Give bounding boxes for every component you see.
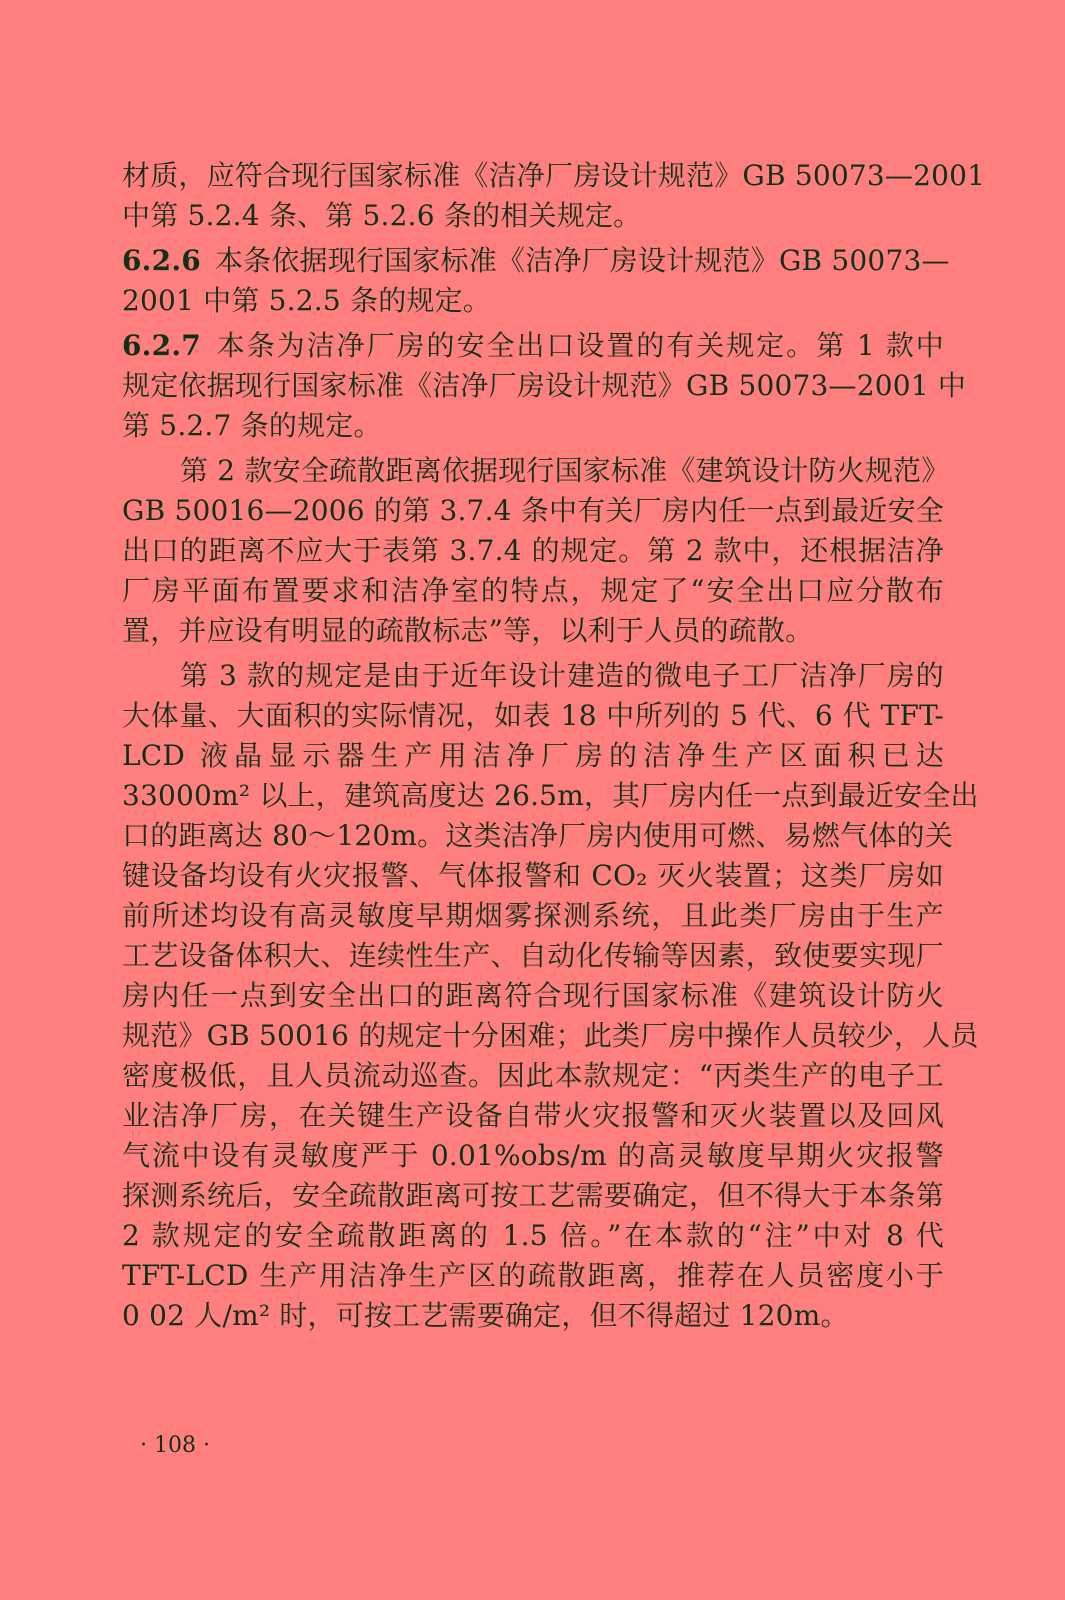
section-6-2-7-line <box>122 326 944 366</box>
text-line: 0 02 人/m² 时，可按工艺需要确定，但不得超过 120m。 <box>122 1299 849 1332</box>
text-line: 中第 5.2.4 条、第 5.2.6 条的相关规定。 <box>122 199 642 232</box>
paragraph-start-line: 第 2 款安全疏散距离依据现行国家标准《建筑设计防火规范》 <box>180 454 950 487</box>
text-line: 键设备均设有火灾报警、气体报警和 CO₂ 灭火装置；这类厂房如 <box>122 859 944 892</box>
text-line: 规范》GB 50016 的规定十分困难；此类厂房中操作人员较少，人员 <box>122 1019 979 1052</box>
text-line: 前所述均设有高灵敏度早期烟雾探测系统，且此类厂房由于生产 <box>122 899 944 932</box>
text-line: 业洁净厂房，在关键生产设备自带火灾报警和灭火装置以及回风 <box>122 1099 944 1132</box>
text-line: 密度极低，且人员流动巡查。因此本款规定：“丙类生产的电子工 <box>122 1059 944 1092</box>
page-number: · 108 · <box>140 1433 210 1458</box>
paragraph-start-line: 第 3 款的规定是由于近年设计建造的微电子工厂洁净厂房的 <box>180 659 944 692</box>
text-line: 33000m² 以上，建筑高度达 26.5m，其厂房内任一点到最近安全出 <box>122 779 979 812</box>
section-number: 6.2.6 <box>122 244 201 277</box>
text-line: 规定依据现行国家标准《洁净厂房设计规范》GB 50073—2001 中 <box>122 369 967 402</box>
text-line: 出口的距离不应大于表第 3.7.4 的规定。第 2 款中，还根据洁净 <box>122 534 944 567</box>
section-6-2-6-line <box>122 241 950 281</box>
text-line: 置，并应设有明显的疏散标志”等，以利于人员的疏散。 <box>122 614 814 647</box>
text-line: 气流中设有灵敏度严于 0.01%obs/m 的高灵敏度早期火灾报警 <box>122 1139 944 1172</box>
text-fragment: 本条为洁净厂房的安全出口设置的有关规定。第 1 款中 <box>214 329 944 362</box>
text-line: 2 款规定的安全疏散距离的 1.5 倍。”在本款的“注”中对 8 代 <box>122 1219 944 1252</box>
text-line: 2001 中第 5.2.5 条的规定。 <box>122 284 492 317</box>
text-line: 工艺设备体积大、连续性生产、自动化传输等因素，致使要实现厂 <box>122 939 944 972</box>
text-line: 第 5.2.7 条的规定。 <box>122 409 382 442</box>
text-line: LCD 液晶显示器生产用洁净厂房的洁净生产区面积已达 <box>122 739 944 772</box>
text-line: 大体量、大面积的实际情况，如表 18 中所列的 5 代、6 代 TFT- <box>122 699 944 732</box>
text-line: 材质，应符合现行国家标准《洁净厂房设计规范》GB 50073—2001 <box>122 159 986 192</box>
text-line: 探测系统后，安全疏散距离可按工艺需要确定，但不得大于本条第 <box>122 1179 944 1212</box>
text-line: 口的距离达 80～120m。这类洁净厂房内使用可燃、易燃气体的关 <box>122 819 953 852</box>
text-line: TFT-LCD 生产用洁净生产区的疏散距离，推荐在人员密度小于 <box>122 1259 944 1292</box>
text-line: 房内任一点到安全出口的距离符合现行国家标准《建筑设计防火 <box>122 979 944 1012</box>
text-line: 厂房平面布置要求和洁净室的特点，规定了“安全出口应分散布 <box>122 574 944 607</box>
text-fragment: 本条依据现行国家标准《洁净厂房设计规范》GB 50073— <box>214 244 950 277</box>
section-number: 6.2.7 <box>122 329 201 362</box>
text-line: GB 50016—2006 的第 3.7.4 条中有关厂房内任一点到最近安全 <box>122 494 944 527</box>
